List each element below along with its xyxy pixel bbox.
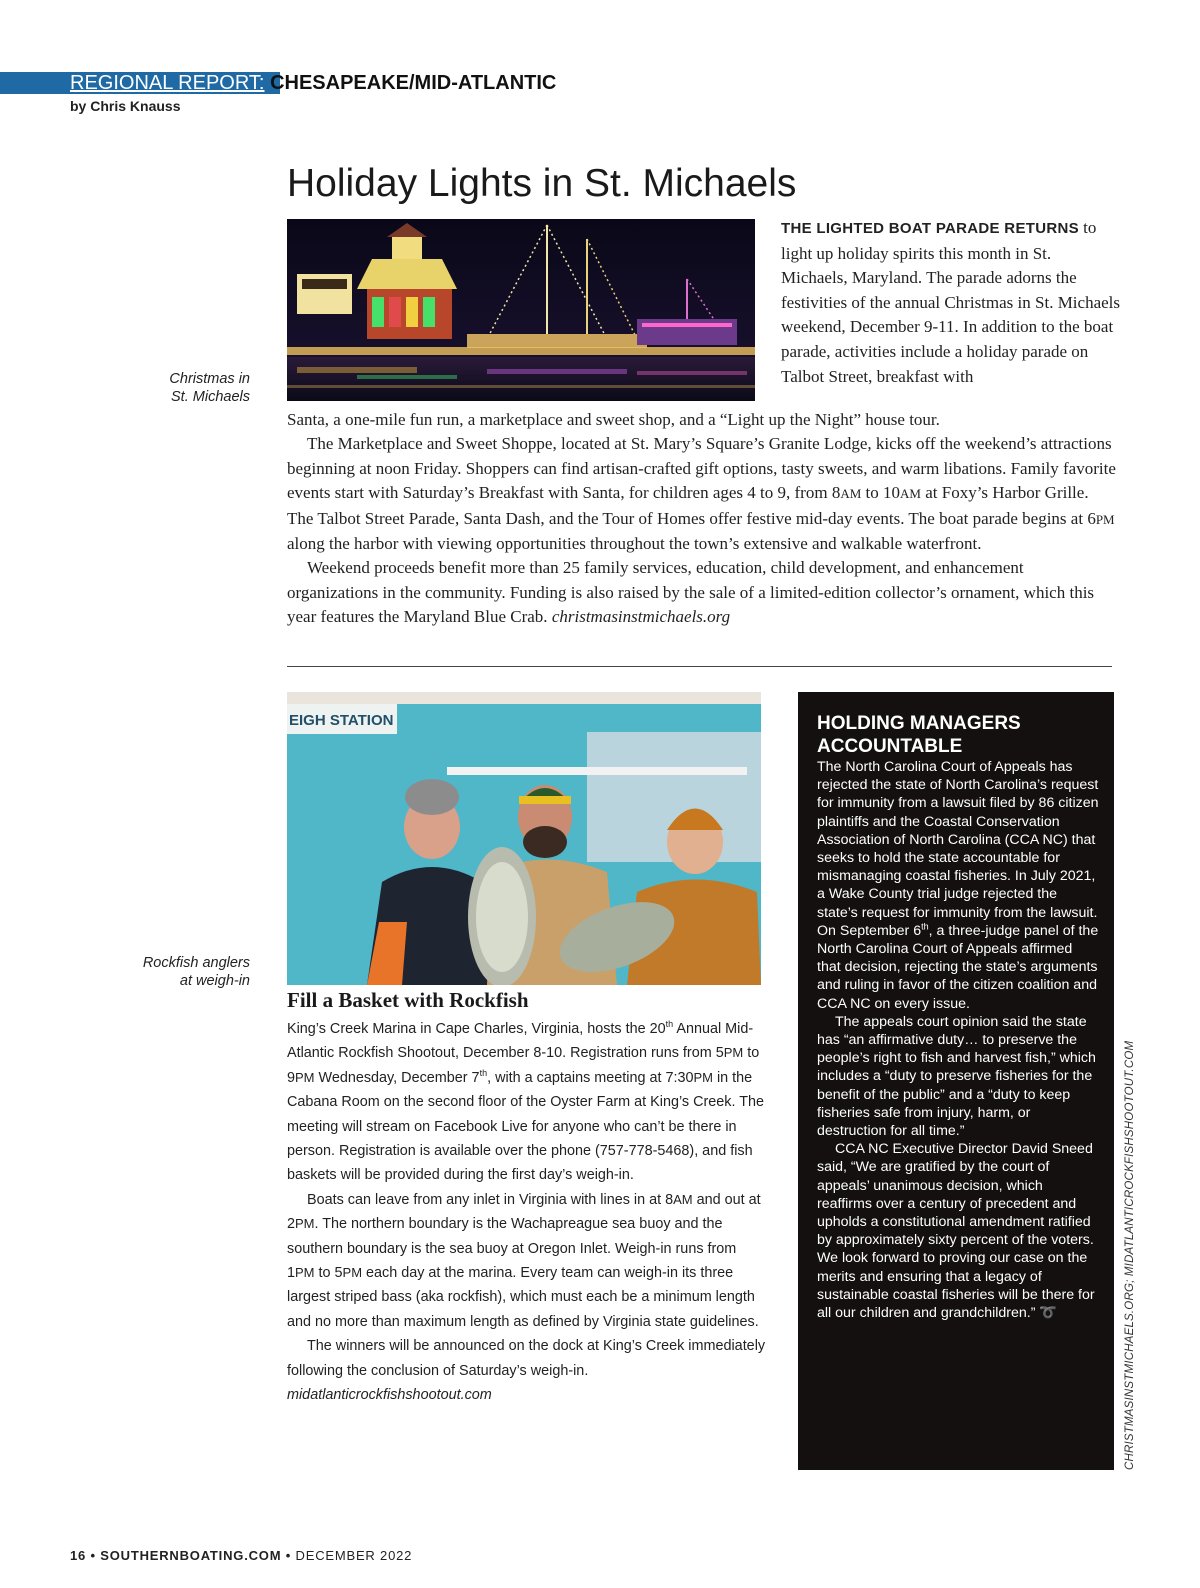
a2p1-th1: th bbox=[665, 1019, 674, 1030]
a2p2-am1: AM bbox=[673, 1191, 693, 1207]
a2p1-d: Wednesday, December 7 bbox=[314, 1069, 480, 1086]
sidebar-para1 bbox=[817, 758, 1099, 1013]
a2p1-pm1: PM bbox=[723, 1045, 744, 1061]
footer-site: SOUTHERNBOATING.COM bbox=[100, 1548, 282, 1563]
byline: by Chris Knauss bbox=[70, 98, 181, 114]
article2-title: Fill a Basket with Rockfish bbox=[287, 988, 529, 1012]
photo-rockfish-anglers bbox=[287, 692, 761, 985]
a2p2-pm2: PM bbox=[295, 1265, 315, 1281]
footer-bullet-2: • bbox=[285, 1548, 292, 1563]
article1-para1-cont: Santa, a one-mile fun run, a marketplace and sweet shop, and a “Light up the Night” house tour. bbox=[287, 410, 940, 429]
section-label: REGIONAL REPORT: bbox=[70, 72, 265, 94]
article1-url[interactable]: christmasinstmichaels.org bbox=[551, 607, 731, 627]
sb-p3: CCA NC Executive Director David Sneed said, “We are gratified by the court of appeals’ unanimous decision, which reaffirms over a century of precedent and upholds a constitutional amendment ratified by approximately sixty percent of the voters. We look forward to proving our case on the merits and ensuring that a legacy of sustainable coastal fisheries will be there for all our children and grandchildren.” bbox=[817, 1141, 1095, 1322]
lighthouse-boat-lights-image bbox=[287, 219, 755, 401]
sb-p1a: The North Carolina Court of Appeals has rejected the state of North Carolina’s request for immunity from a lawsuit filed by 86 citizen plaintiffs and the Coastal Conservation Association of North Carolina (CCA NC) that seeks to hold the state accountable for mismanaging coastal fisheries. In July 2021, a Wake County trial judge rejected the state’s request for immunity from the lawsuit. On September 6 bbox=[817, 759, 1099, 939]
sidebar-para2: The appeals court opinion said the state has “an affirmative duty… to preserve the people’s right to fish and harvest fish,” which includes a “duty to preserve fisheries for the benefit of the public” and a “duty to keep fisheries safe from injury, harm, or destruction for all time.” bbox=[817, 1013, 1096, 1140]
a2p2-pm1: PM bbox=[295, 1216, 315, 1232]
sb-p1sup: th bbox=[921, 921, 929, 932]
a2p2-pm3: PM bbox=[342, 1265, 363, 1281]
para2-text-1: The Marketplace and Sweet Shoppe, located at St. Mary’s Square’s Granite Lodge, kicks off the weekend’s attractions beginning at noon Friday. Shoppers can find artisan-crafted gift options, tasty sweets, and warm libations. Family favorite events start with Saturday’s Breakfast with Santa, for children ages 4 to 9, from 8 bbox=[287, 434, 1116, 503]
sidebar-body bbox=[817, 758, 1099, 1322]
a2p2-c: . The northern boundary is the Wachapreague sea buoy and the southern boundary is the sea buoy at Oregon Inlet. Weigh-in runs from 1 bbox=[287, 1216, 737, 1282]
lead-text: to light up holiday spirits this month in St. Michaels, Maryland. The parade adorns the festivities of the annual Christmas in St. Michaels weekend, December 9-11. In addition to the boat parade, activities include a holiday parade on Talbot Street, breakfast with bbox=[781, 218, 1121, 386]
sidebar-title: HOLDING MANAGERS ACCOUNTABLE bbox=[817, 713, 1021, 757]
a2p1-th2: th bbox=[479, 1068, 488, 1079]
article1-title: Holiday Lights in St. Michaels bbox=[287, 162, 797, 205]
footer-issue: DECEMBER 2022 bbox=[295, 1548, 413, 1563]
a2p1-f: in the Cabana Room on the second floor of the Oyster Farm at King’s Creek. The meeting will stream on Facebook Live for anyone who can’t be there in person. Registration is available over the phone (757-778-5468), and fish baskets will be provided during the first day’s weigh-in. bbox=[287, 1069, 764, 1184]
photo2-caption-line2: at weigh-in bbox=[179, 973, 250, 989]
weigh-station-sign-text: EIGH STATION bbox=[289, 712, 394, 729]
section-kicker bbox=[70, 71, 556, 95]
article2-para1 bbox=[287, 1017, 767, 1188]
para2-text-3: at Foxy’s Harbor Grille. The Talbot Street Parade, Santa Dash, and the Tour of Homes offer festive mid-day events. The boat parade begins at 6 bbox=[287, 483, 1096, 528]
para3-text: Weekend proceeds benefit more than 25 family services, education, child development, and enhancement organizations in the community. Funding is also raised by the sale of a limited-edition collector’s ornament, which this year features the Maryland Blue Crab. bbox=[287, 558, 1095, 627]
article1-para2 bbox=[287, 432, 1117, 556]
photo2-caption-line1: Rockfish anglers bbox=[142, 955, 250, 971]
page-number: 16 bbox=[70, 1548, 87, 1563]
photo1-caption-line2: St. Michaels bbox=[171, 389, 250, 405]
article1-lead bbox=[781, 216, 1121, 389]
a2p2-a: Boats can leave from any inlet in Virginia with lines in at 8 bbox=[307, 1191, 674, 1208]
article2-para2 bbox=[287, 1188, 767, 1334]
sidebar-para3 bbox=[817, 1140, 1099, 1322]
section-divider bbox=[287, 666, 1112, 667]
para2-pm-1: PM bbox=[1095, 511, 1115, 527]
region-label: CHESAPEAKE/MID-ATLANTIC bbox=[270, 72, 557, 94]
para2-am-2: AM bbox=[900, 486, 921, 502]
lead-caps: THE LIGHTED BOAT PARADE RETURNS bbox=[781, 220, 1079, 237]
a2p2-d: to 5 bbox=[314, 1265, 343, 1282]
photo1-caption-line1: Christmas in bbox=[169, 371, 250, 387]
a2p2-b: and out at 2 bbox=[287, 1191, 761, 1233]
sb-p1b: , a three-judge panel of the North Carolina Court of Appeals affirmed that decision, rejecting the state’s arguments and ruling in favor of the citizen coalition and CCA NC on every issue. bbox=[817, 922, 1099, 1012]
para2-text-2: to 10 bbox=[861, 483, 901, 503]
a2p1-pm3: PM bbox=[693, 1069, 713, 1085]
article1-para3 bbox=[287, 556, 1117, 629]
photo2-caption bbox=[143, 954, 250, 990]
photo1-caption bbox=[169, 370, 250, 406]
anglers-weigh-in-image bbox=[287, 692, 761, 985]
photo-credit: CHRISTMASINSTMICHAELS.ORG; MIDATLANTICROCKFISHSHOOTOUT.COM bbox=[1124, 1040, 1136, 1470]
a2p1-e: , with a captains meeting at 7:30 bbox=[487, 1069, 694, 1086]
article1-body bbox=[287, 408, 1117, 630]
article2-para3 bbox=[287, 1334, 767, 1407]
photo-st-michaels-lights bbox=[287, 219, 755, 401]
a2p1-c: to 9 bbox=[287, 1045, 760, 1086]
end-mark-icon: ➰ bbox=[1039, 1305, 1058, 1322]
a2p1-pm2: PM bbox=[295, 1069, 315, 1085]
para2-am-1: AM bbox=[840, 486, 862, 502]
page-footer bbox=[70, 1548, 412, 1563]
para2-text-4: along the harbor with viewing opportunities throughout the town’s extensive and walkable waterfront. bbox=[287, 534, 982, 554]
footer-bullet-1: • bbox=[90, 1548, 96, 1563]
a2p2-e: each day at the marina. Every team can weigh-in its three largest striped bass (aka rockfish), which must each be a minimum length and no more than maximum length as defined by Virginia state guidelines. bbox=[287, 1265, 759, 1330]
a2p3-text: The winners will be announced on the dock at King’s Creek immediately following the conclusion of Saturday’s weigh-in. bbox=[287, 1338, 766, 1379]
article2-url[interactable]: midatlanticrockfishshootout.com bbox=[287, 1387, 492, 1404]
a2p1-b: Annual Mid-Atlantic Rockfish Shootout, December 8-10. Registration runs from 5 bbox=[287, 1021, 754, 1062]
article2-body bbox=[287, 1017, 767, 1408]
a2p1-a: King’s Creek Marina in Cape Charles, Virginia, hosts the 20 bbox=[287, 1021, 666, 1037]
